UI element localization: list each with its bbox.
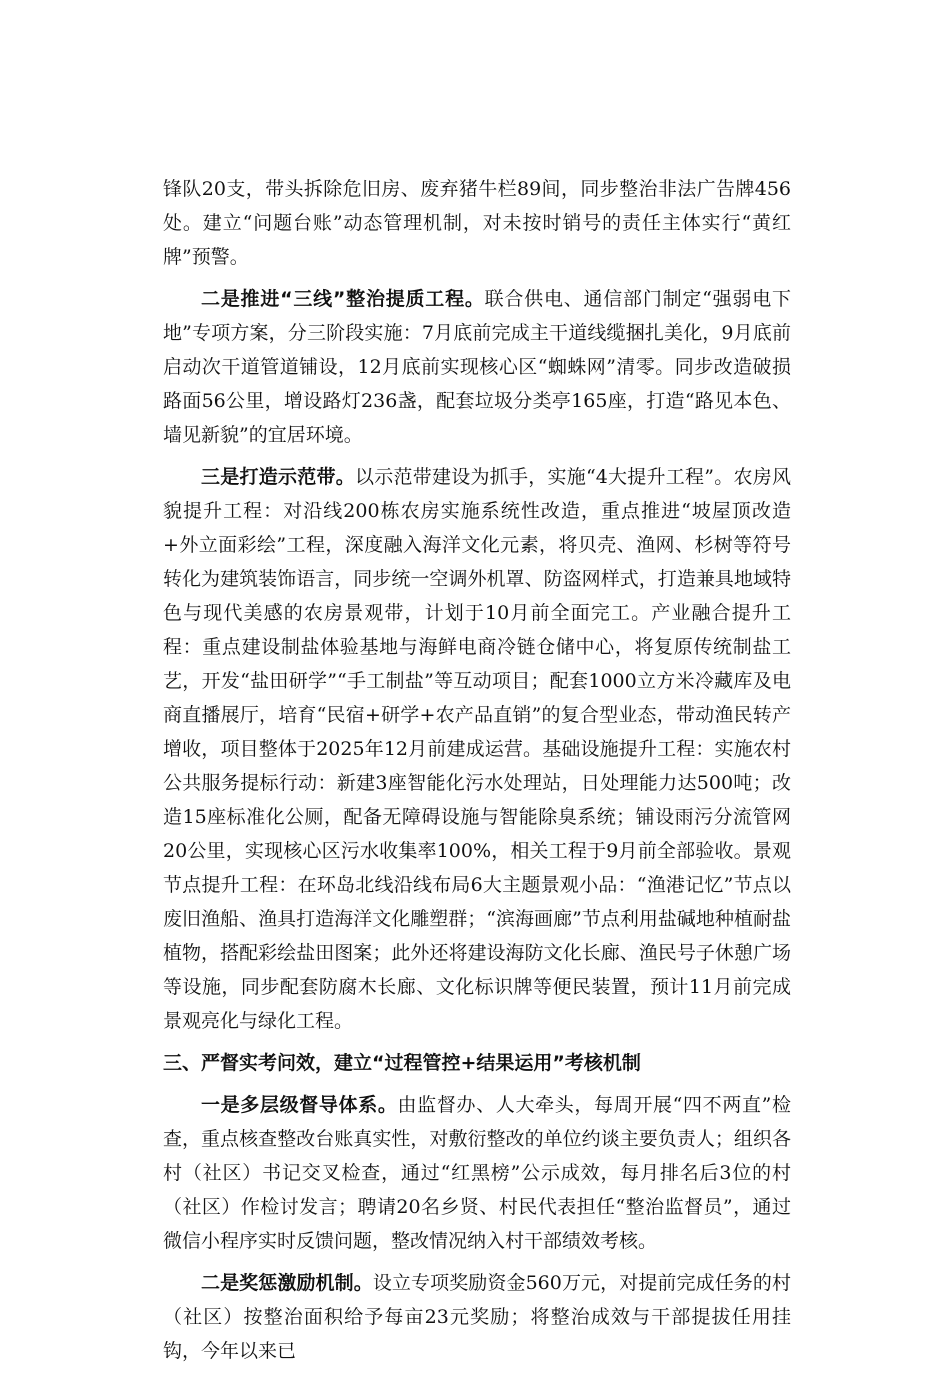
paragraph-text: 由监督办、人大牵头，每周开展“四不两直”检查，重点核查整改台账真实性，对敷衍整改的单位约谈主要负责人；组织各村（社区）书记交叉检查，通过“红黑榜”公示成效，每月排名后3位的村（社区）作检讨发言；聘请20名乡贤、村民代表担任“整治监督员”，通过微信小程序实时反馈问题，整改情况纳入村干部绩效考核。 <box>163 1094 791 1252</box>
paragraph-three-lines <box>163 282 791 452</box>
paragraph-text: 设立专项奖励资金560万元，对提前完成任务的村（社区）按整治面积给予每亩23元奖励；将整治成效与干部提拔任用挂钩，今年以来已 <box>163 1272 791 1362</box>
paragraph-text: 锋队20支，带头拆除危旧房、废弃猪牛栏89间，同步整治非法广告牌456处。建立“问题台账”动态管理机制，对未按时销号的责任主体实行“黄红牌”预警。 <box>163 178 791 268</box>
paragraph-lead: 三是打造示范带。 <box>201 466 355 488</box>
paragraph-supervision <box>163 1088 791 1258</box>
section-heading <box>163 1046 791 1080</box>
paragraph-lead: 一是多层级督导体系。 <box>201 1094 398 1116</box>
paragraph-incentives <box>163 1266 791 1368</box>
paragraph-text: 联合供电、通信部门制定“强弱电下地”专项方案，分三阶段实施：7月底前完成主干道线缆捆扎美化，9月底前启动次干道管道铺设，12月底前实现核心区“蜘蛛网”清零。同步改造破损路面56公里，增设路灯236盏，配套垃圾分类亭165座，打造“路见本色、墙见新貌”的宜居环境。 <box>163 288 791 446</box>
paragraph-lead: 二是推进“三线”整治提质工程。 <box>201 288 485 310</box>
paragraph-text: 以示范带建设为抓手，实施“4大提升工程”。农房风貌提升工程：对沿线200栋农房实施系统性改造，重点推进“坡屋顶改造+外立面彩绘”工程，深度融入海洋文化元素，将贝壳、渔网、杉树等符号转化为建筑装饰语言，同步统一空调外机罩、防盗网样式，打造兼具地域特色与现代美感的农房景观带，计划于10月前全面完工。产业融合提升工程：重点建设制盐体验基地与海鲜电商冷链仓储中心，将复原传统制盐工艺，开发“盐田研学”“手工制盐”等互动项目；配套1000立方米冷藏库及电商直播展厅，培育“民宿+研学+农产品直销”的复合型业态，带动渔民转产增收，项目整体于2025年12月前建成运营。基础设施提升工程：实施农村公共服务提标行动：新建3座智能化污水处理站，日处理能力达500吨；改造15座标准化公厕，配备无障碍设施与智能除臭系统；铺设雨污分流管网20公里，实现核心区污水收集率100%，相关工程于9月前全部验收。景观节点提升工程：在环岛北线沿线布局6大主题景观小品：“渔港记忆”节点以废旧渔船、渔具打造海洋文化雕塑群；“滨海画廊”节点利用盐碱地种植耐盐植物，搭配彩绘盐田图案；此外还将建设海防文化长廊、渔民号子休憩广场等设施，同步配套防腐木长廊、文化标识牌等便民装置，预计11月前完成景观亮化与绿化工程。 <box>163 466 791 1032</box>
document-body <box>163 172 791 1376</box>
paragraph-lead: 二是奖惩激励机制。 <box>201 1272 373 1294</box>
paragraph-demo-belt <box>163 460 791 1038</box>
paragraph-continuation <box>163 172 791 274</box>
section-heading-text: 三、严督实考问效，建立“过程管控+结果运用”考核机制 <box>163 1052 641 1074</box>
